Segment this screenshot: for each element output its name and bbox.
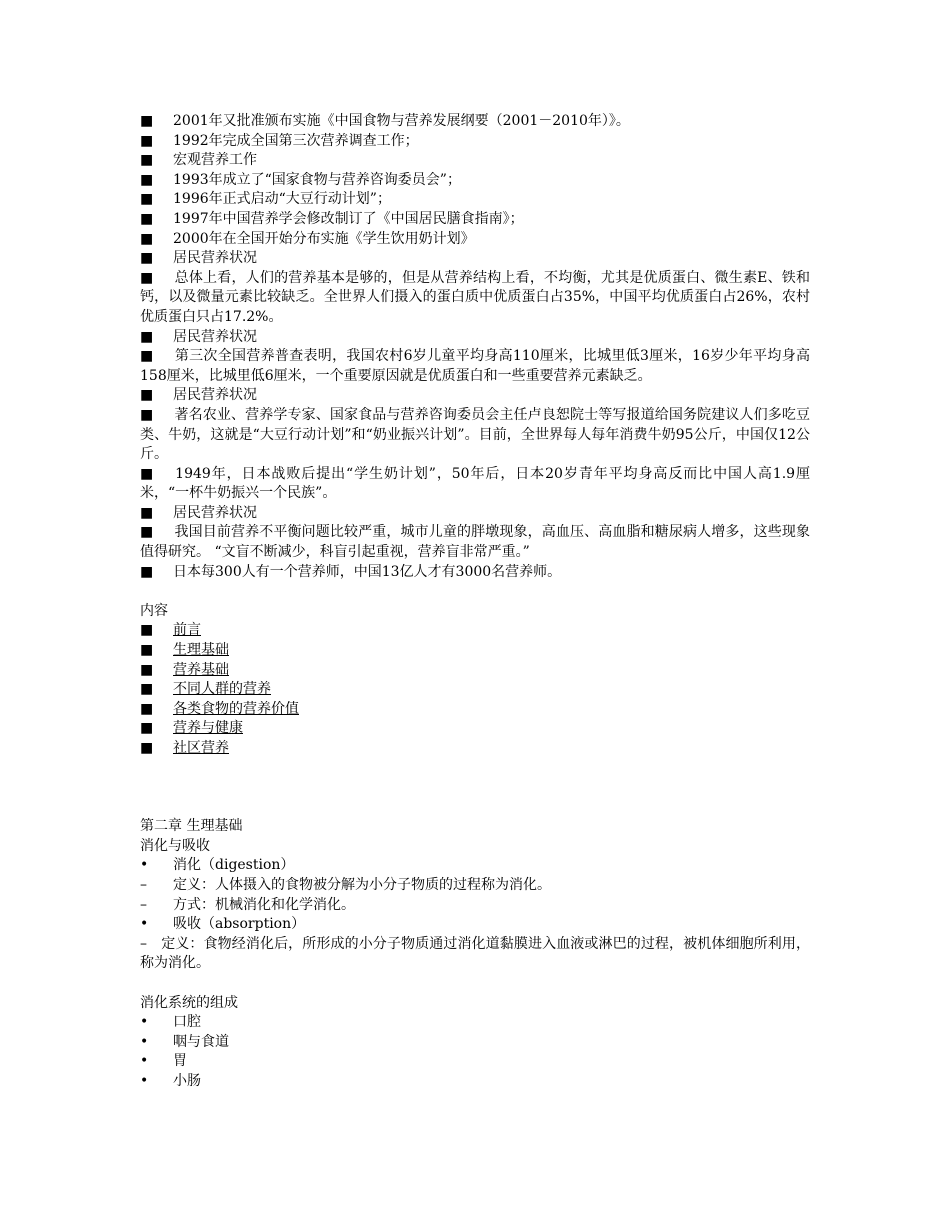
list-item: ■ 居民营养状况 [140, 249, 810, 269]
square-bullet-icon: ■ [140, 152, 154, 169]
square-bullet-icon: ■ [140, 406, 154, 423]
contents-item [140, 680, 810, 700]
paragraph: ■ 著名农业、营养学专家、国家食品与营养咨询委员会主任卢良恕院士等写报道给国务院建议人们多吃豆类、牛奶，这就是“大豆行动计划”和“奶业振兴计划”。目前，全世界每人每年消费牛奶95公斤，中国仅12公斤。 [140, 406, 810, 463]
list-item: ■ 2000年在全国开始分布实施《学生饮用奶计划》 [140, 230, 810, 250]
square-bullet-icon: ■ [140, 210, 154, 227]
contents-link-population-groups[interactable]: 不同人群的营养 [173, 681, 271, 698]
list-item: – 方式：机械消化和化学消化。 [140, 896, 810, 916]
list-item: ■ 居民营养状况 [140, 504, 810, 524]
square-bullet-icon: ■ [140, 171, 154, 188]
paragraph: ■ 1949年，日本战败后提出“学生奶计划”，50年后，日本20岁青年平均身高反而比中国人高1.9厘米，“一杯牛奶振兴一个民族”。 [140, 465, 810, 502]
bullet-icon: • [140, 1072, 149, 1089]
history-bullet-list [140, 112, 810, 582]
square-bullet-icon: ■ [140, 113, 154, 129]
bullet-icon: • [140, 916, 149, 933]
square-bullet-icon: ■ [140, 269, 154, 286]
contents-item [140, 739, 810, 759]
paragraph: – 定义：食物经消化后，所形成的小分子物质通过消化道黏膜进入血液或淋巴的过程，被机体细胞所利用，称为消化。 [140, 935, 810, 972]
contents-link-physiology[interactable]: 生理基础 [173, 642, 229, 659]
list-item: – 定义：人体摄入的食物被分解为小分子物质的过程称为消化。 [140, 876, 810, 896]
list-item: • 胃 [140, 1052, 810, 1072]
list-item: • 口腔 [140, 1013, 810, 1033]
contents-title: 内容 [140, 602, 168, 619]
square-bullet-icon: ■ [140, 622, 154, 639]
list-item: • 小肠 [140, 1072, 810, 1092]
square-bullet-icon: ■ [140, 132, 154, 149]
list-item: ■ 1997年中国营养学会修改制订了《中国居民膳食指南》； [140, 210, 810, 230]
list-item: ■ 居民营养状况 [140, 386, 810, 406]
document-page [140, 112, 810, 1092]
square-bullet-icon: ■ [140, 681, 154, 698]
square-bullet-icon: ■ [140, 387, 154, 404]
square-bullet-icon: ■ [140, 230, 154, 247]
list-item: ■ 宏观营养工作 [140, 151, 810, 171]
square-bullet-icon: ■ [140, 348, 154, 365]
square-bullet-icon: ■ [140, 661, 154, 678]
list-item: • 咽与食道 [140, 1033, 810, 1053]
list-item: • 吸收（absorption） [140, 915, 810, 935]
square-bullet-icon: ■ [140, 328, 154, 345]
contents-link-health[interactable]: 营养与健康 [173, 720, 243, 737]
square-bullet-icon: ■ [140, 191, 154, 208]
contents-link-preface[interactable]: 前言 [173, 622, 201, 639]
dash-icon: – [140, 896, 147, 913]
paragraph: ■ 第三次全国营养普查表明，我国农村6岁儿童平均身高110厘米，比城里低3厘米，16岁少年平均身高158厘米，比城里低6厘米，一个重要原因就是优质蛋白和一些重要营养元素缺乏。 [140, 348, 810, 384]
contents-link-community[interactable]: 社区营养 [173, 740, 229, 756]
list-item: ■ 1996年正式启动“大豆行动计划”； [140, 190, 810, 210]
contents-item [140, 719, 810, 739]
list-item: • 消化（digestion） [140, 856, 810, 876]
chapter-title: 第二章 生理基础 [140, 818, 243, 835]
square-bullet-icon: ■ [140, 740, 154, 756]
square-bullet-icon: ■ [140, 504, 154, 521]
bullet-icon: • [140, 857, 149, 874]
list-item: ■ 1992年完成全国第三次营养调查工作； [140, 132, 810, 152]
contents-item [140, 621, 810, 641]
bullet-icon: • [140, 1033, 149, 1050]
square-bullet-icon: ■ [140, 250, 154, 267]
square-bullet-icon: ■ [140, 465, 155, 482]
chapter-section [140, 817, 810, 1091]
list-item: ■ 居民营养状况 [140, 328, 810, 348]
square-bullet-icon: ■ [140, 563, 154, 580]
contents-item [140, 700, 810, 720]
dash-icon: – [140, 876, 147, 893]
list-item: ■ 日本每300人有一个营养师，中国13亿人才有3000名营养师。 [140, 563, 810, 583]
contents-item [140, 641, 810, 661]
section-heading: 消化与吸收 [140, 837, 210, 854]
square-bullet-icon: ■ [140, 700, 154, 717]
contents-section [140, 602, 810, 759]
bullet-icon: • [140, 1014, 149, 1031]
square-bullet-icon: ■ [140, 642, 154, 659]
contents-link-food-value[interactable]: 各类食物的营养价值 [173, 700, 299, 717]
paragraph: ■ 我国目前营养不平衡问题比较严重，城市儿童的胖墩现象，高血压、高血脂和糖尿病人增多，这些现象值得研究。 “文盲不断减少，科盲引起重视，营养盲非常严重。” [140, 524, 810, 561]
section-heading: 消化系统的组成 [140, 994, 238, 1011]
paragraph: ■ 总体上看，人们的营养基本是够的，但是从营养结构上看，不均衡，尤其是优质蛋白、微生素E、铁和钙，以及微量元素比较缺乏。全世界人们摄入的蛋白质中优质蛋白占35%，中国平均优质蛋白占26%，农村优质蛋白只占17.2%。 [140, 269, 810, 325]
contents-link-nutrition-basics[interactable]: 营养基础 [173, 661, 229, 678]
contents-item [140, 661, 810, 681]
square-bullet-icon: ■ [140, 524, 154, 541]
square-bullet-icon: ■ [140, 720, 154, 737]
bullet-icon: • [140, 1053, 149, 1070]
list-item: ■ 1993年成立了“国家食物与营养咨询委员会”； [140, 171, 810, 191]
list-item: ■ 2001年又批准颁布实施《中国食物与营养发展纲要（2001－2010年）》。 [140, 112, 810, 132]
